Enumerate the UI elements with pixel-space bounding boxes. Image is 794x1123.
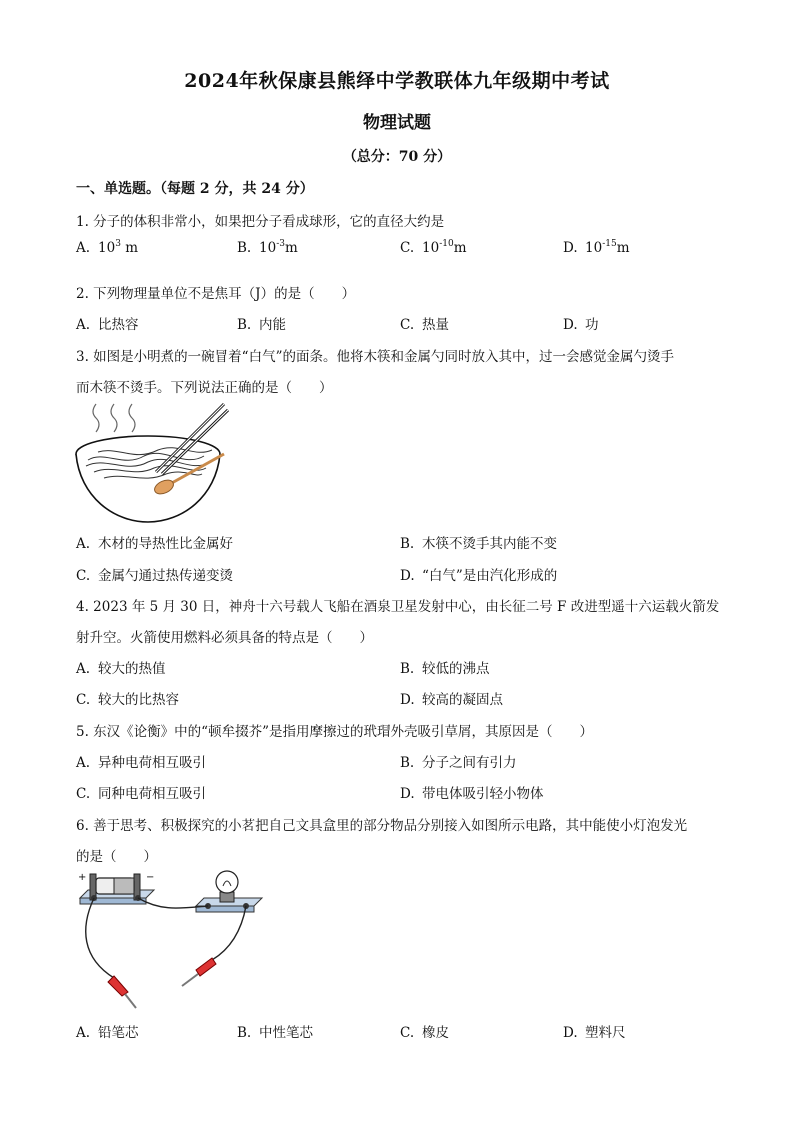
q2-option-a: A. 比热容 <box>76 317 139 333</box>
question-3-stem-line-2: 而木筷不烫手。下列说法正确的是（ ） <box>76 380 333 396</box>
question-4-stem-line-2: 射升空。火箭使用燃料必须具备的特点是（ ） <box>76 630 373 646</box>
q1-option-b: B. $10^{-3}m$ <box>237 239 298 256</box>
subject-title: 物理试题 <box>363 113 431 133</box>
q3-option-a: A. 木材的导热性比金属好 <box>76 536 233 552</box>
minus-sign: − <box>146 872 155 883</box>
question-6-stem-line-2: 的是（ ） <box>76 849 157 865</box>
noodle-bowl-figure <box>74 402 230 524</box>
question-2-stem: 2. 下列物理量单位不是焦耳（J）的是（ ） <box>76 286 356 302</box>
q5-option-b: B. 分子之间有引力 <box>400 755 517 771</box>
q2-option-c: C. 热量 <box>400 317 449 333</box>
question-1-stem: 1. 分子的体积非常小，如果把分子看成球形，它的直径大约是 <box>76 214 445 230</box>
q1-option-a: A. $10^3$ m <box>76 239 139 256</box>
q6-option-b: B. 中性笔芯 <box>237 1025 313 1041</box>
q5-option-d: D. 带电体吸引轻小物体 <box>400 786 544 802</box>
circuit-figure <box>72 868 268 1016</box>
question-3-stem-line-1: 3. 如图是小明煮的一碗冒着“白气”的面条。他将木筷和金属勺同时放入其中，过一会感觉金属勺烫手 <box>76 349 674 365</box>
total-score: （总分：70 分） <box>342 149 452 165</box>
q1-option-d: D. $10^{-15}m$ <box>563 239 630 256</box>
question-6-stem-line-1: 6. 善于思考、积极探究的小茗把自己文具盒里的部分物品分别接入如图所示电路，其中能使小灯泡发光 <box>76 818 688 834</box>
q6-option-a: A. 铅笔芯 <box>76 1025 139 1041</box>
q6-option-c: C. 橡皮 <box>400 1025 449 1041</box>
section-heading: 一、单选题。（每题 2 分，共 24 分） <box>76 181 314 197</box>
q3-option-b: B. 木筷不烫手其内能不变 <box>400 536 557 552</box>
q3-option-c: C. 金属勺通过热传递变烫 <box>76 568 233 584</box>
q4-option-b: B. 较低的沸点 <box>400 661 490 677</box>
q2-option-b: B. 内能 <box>237 317 286 333</box>
q5-option-c: C. 同种电荷相互吸引 <box>76 786 206 802</box>
q1-option-c: C. $10^{-10}m$ <box>400 239 467 256</box>
q4-option-d: D. 较高的凝固点 <box>400 692 503 708</box>
question-5-stem: 5. 东汉《论衡》中的“顿牟掇芥”是指用摩擦过的玳瑁外壳吸引草屑，其原因是（ ） <box>76 724 593 740</box>
q5-option-a: A. 异种电荷相互吸引 <box>76 755 206 771</box>
q3-option-d: D. “白气”是由汽化形成的 <box>400 568 558 584</box>
plus-sign: + <box>78 872 87 883</box>
question-4-stem-line-1: 4. 2023 年 5 月 30 日，神舟十六号载人飞船在酒泉卫星发射中心，由长征二号 F 改进型遥十六运载火箭发 <box>76 599 720 615</box>
q2-option-d: D. 功 <box>563 317 599 333</box>
exam-title: 2024年秋保康县熊绎中学教联体九年级期中考试 <box>184 70 610 92</box>
q6-option-d: D. 塑料尺 <box>563 1025 626 1041</box>
q4-option-a: A. 较大的热值 <box>76 661 166 677</box>
q4-option-c: C. 较大的比热容 <box>76 692 179 708</box>
